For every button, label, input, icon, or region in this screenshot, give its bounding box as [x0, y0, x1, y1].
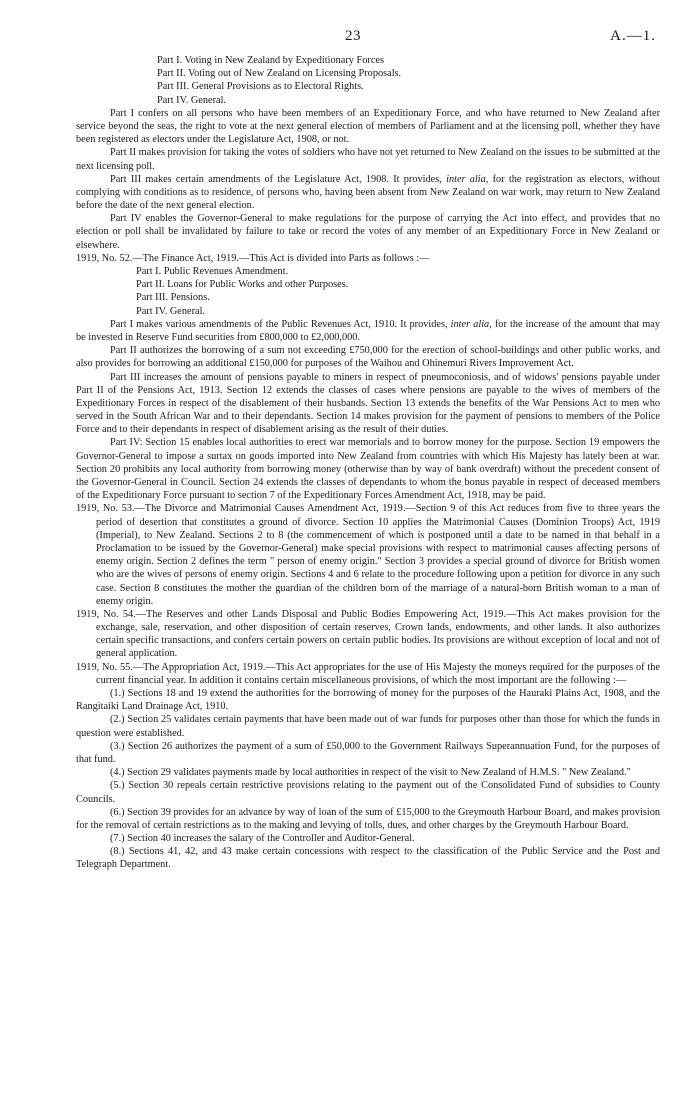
list-item: Part IV. General. [157, 94, 227, 106]
act-52-part4-paragraph: Part IV: Section 15 enables local authorities to erect war memorials and to borrow money for the purpose. Section 19 empowers the Governor-General to impose a surtax on goods imported into New Zealand from countries with which His Majesty has lately been at war. Section 20 prohibits any local authority from borrowing money (otherwise than by way of bank overdraft) without the precedent consent of the Governor-General in Council. Section 24 extends the classes of dependants to whom the bonus payable in respect of deceased members of the Expeditionary Force pursuant to section 7 of the Expeditionary Forces Amendment Act, 1918, may be paid. [76, 437, 660, 502]
text-span: , for the registration as electors, without complying with conditions as to residence, of persons who, having been absent from New Zealand on war work, may return to New Zealand before the date of the next general election. [76, 173, 660, 212]
document-reference: A.—1. [610, 28, 656, 44]
list-item: Part I. Voting in New Zealand by Expeditionary Forces [157, 55, 384, 66]
paragraph-part4: Part IV enables the Governor-General to make regulations for the purpose of carrying the Act into effect, and provides that no election or poll shall be invalidated by failure to take or record the votes of any member of an Expeditionary Force in New Zealand or elsewhere. [76, 213, 660, 251]
act-53-paragraph: 1919, No. 53.—The Divorce and Matrimonial Causes Amendment Act, 1919.—Section 9 of this Act reduces from five to three years the period of desertion that constitutes a ground of divorce. Section 10 applies the Matrimonial Causes (Dominion Troops) Act, 1919 (Imperial), to New Zealand. Sections 2 to 8 (the commencement of which is postponed until a date to be named in that behalf in a Proclamation to be issued by the Governor-General) make special provisions with respect to matrimonial causes affecting persons of enemy origin. Section 2 defines the term " person of enemy origin." Section 3 provides a special ground of divorce for British women who are the wives of persons of enemy origin. Sections 4 and 6 relate to the procedure following upon a petition for divorce in any such case. Section 8 constitutes the mother the guardian of the children born of the marriage of a natural-born British woman to a man of enemy origin. [76, 503, 660, 607]
list-item: Part III. Pensions. [136, 292, 210, 304]
list-item: Part III. General Provisions as to Electoral Rights. [157, 81, 364, 93]
page-number: 23 [345, 28, 361, 44]
act-55-item-1: (1.) Sections 18 and 19 extend the authorities for the borrowing of money for the purposes of the Hauraki Plains Act, 1908, and the Rangitaiki Land Drainage Act, 1910. [76, 688, 660, 713]
intro-parts-list [76, 54, 660, 107]
list-item: Part II. Loans for Public Works and other Purposes. [136, 279, 349, 291]
act-55-item-4: (4.) Section 29 validates payments made by local authorities in respect of the visit to New Zealand of H.M.S. " New Zealand." [110, 767, 631, 779]
paragraph-part3 [76, 173, 660, 213]
italic-text: inter alia [446, 173, 486, 185]
act-54-paragraph: 1919, No. 54.—The Reserves and other Lands Disposal and Public Bodies Empowering Act, 1919.—This Act makes provision for the exchange, sale, reservation, and other disposition of certain reserves, Crown lands, endowments, and other lands. It also authorizes certain specific transactions, and confers certain powers on certain public bodies. Its provisions are without exception of local and not of general application. [76, 608, 660, 660]
list-item: Part IV. General. [136, 305, 206, 317]
list-item: Part II. Voting out of New Zealand on Licensing Proposals. [157, 68, 402, 80]
act-52-heading: 1919, No. 52.—The Finance Act, 1919.—This Act is divided into Parts as follows :— [76, 252, 430, 264]
text-span: Part III makes certain amendments of the Legislature Act, 1908. It provides, [110, 173, 447, 185]
list-item: Part I. Public Revenues Amendment. [136, 266, 289, 277]
act-52-part1-paragraph [76, 318, 660, 344]
act-55-item-8: (8.) Sections 41, 42, and 43 make certain concessions with respect to the classification of the Public Service and the Post and Telegraph Department. [76, 846, 660, 871]
act-55-item-6: (6.) Section 39 provides for an advance by way of loan of the sum of £15,000 to the Greymouth Harbour Board, and makes provision for the removal of certain restrictions as to the making and levying of tolls, dues, and other charges by the Greymouth Harbour Board. [76, 806, 660, 831]
text-span: Part I makes various amendments of the Public Revenues Act, 1910. It provides, [110, 318, 451, 330]
act-55-item-7: (7.) Section 40 increases the salary of the Controller and Auditor-General. [110, 833, 415, 845]
text-span: , for the increase of the amount that may be invested in Reserve Fund securities from £800,000 to £2,000,000. [76, 318, 660, 343]
paragraph-part1: Part I confers on all persons who have been members of an Expeditionary Force, and who have returned to New Zealand after service beyond the seas, the right to vote at the next general election of members of Parliament and at the licensing poll, whether they have been registered as electors under the Legislature Act, 1908, or not. [76, 107, 660, 146]
act-52-part3-paragraph: Part III increases the amount of pensions payable to miners in respect of pneumoconiosis, and of widows' pensions payable under Part II of the Pensions Act, 1913. Section 12 extends the classes of cases where pensions are payable to the wives of members of the Expeditionary Forces in respect of the disablement of their husbands. Section 13 extends the benefits of the War Pensions Act to men who served in the South African War and to their dependants. Section 14 makes provision for the payment of pensions to members of the Police Force and to their dependants in respect of disablement arising as the result of their duties. [76, 371, 660, 436]
italic-text: inter alia [450, 318, 490, 330]
act-55-item-2: (2.) Section 25 validates certain payments that have been made out of war funds for purposes other than those for which the funds in question were established. [76, 714, 660, 739]
act-55-heading: 1919, No. 55.—The Appropriation Act, 1919.—This Act appropriates for the use of His Majesty the moneys required for the purposes of the current financial year. In addition it contains certain miscellaneous provisions, of which the most important are the following :— [76, 661, 660, 686]
paragraph-part2: Part II makes provision for taking the votes of soldiers who have not yet returned to New Zealand on the issues to be submitted at the next licensing poll. [76, 147, 660, 172]
act-52-part2-paragraph: Part II authorizes the borrowing of a sum not exceeding £750,000 for the erection of school-buildings and other public works, and also provides for borrowing an additional £150,000 for purposes of the Waihou and Ohinemuri Rivers Improvement Act. [76, 345, 660, 370]
act-55-item-3: (3.) Section 26 authorizes the payment of a sum of £50,000 to the Government Railways Superannuation Fund, for the purposes of that fund. [76, 740, 660, 765]
act-52-parts-list [76, 265, 660, 318]
act-55-item-5: (5.) Section 30 repeals certain restrictive provisions relating to the payment out of the Consolidated Fund of subsidies to County Councils. [76, 780, 660, 805]
page-header [76, 30, 660, 52]
